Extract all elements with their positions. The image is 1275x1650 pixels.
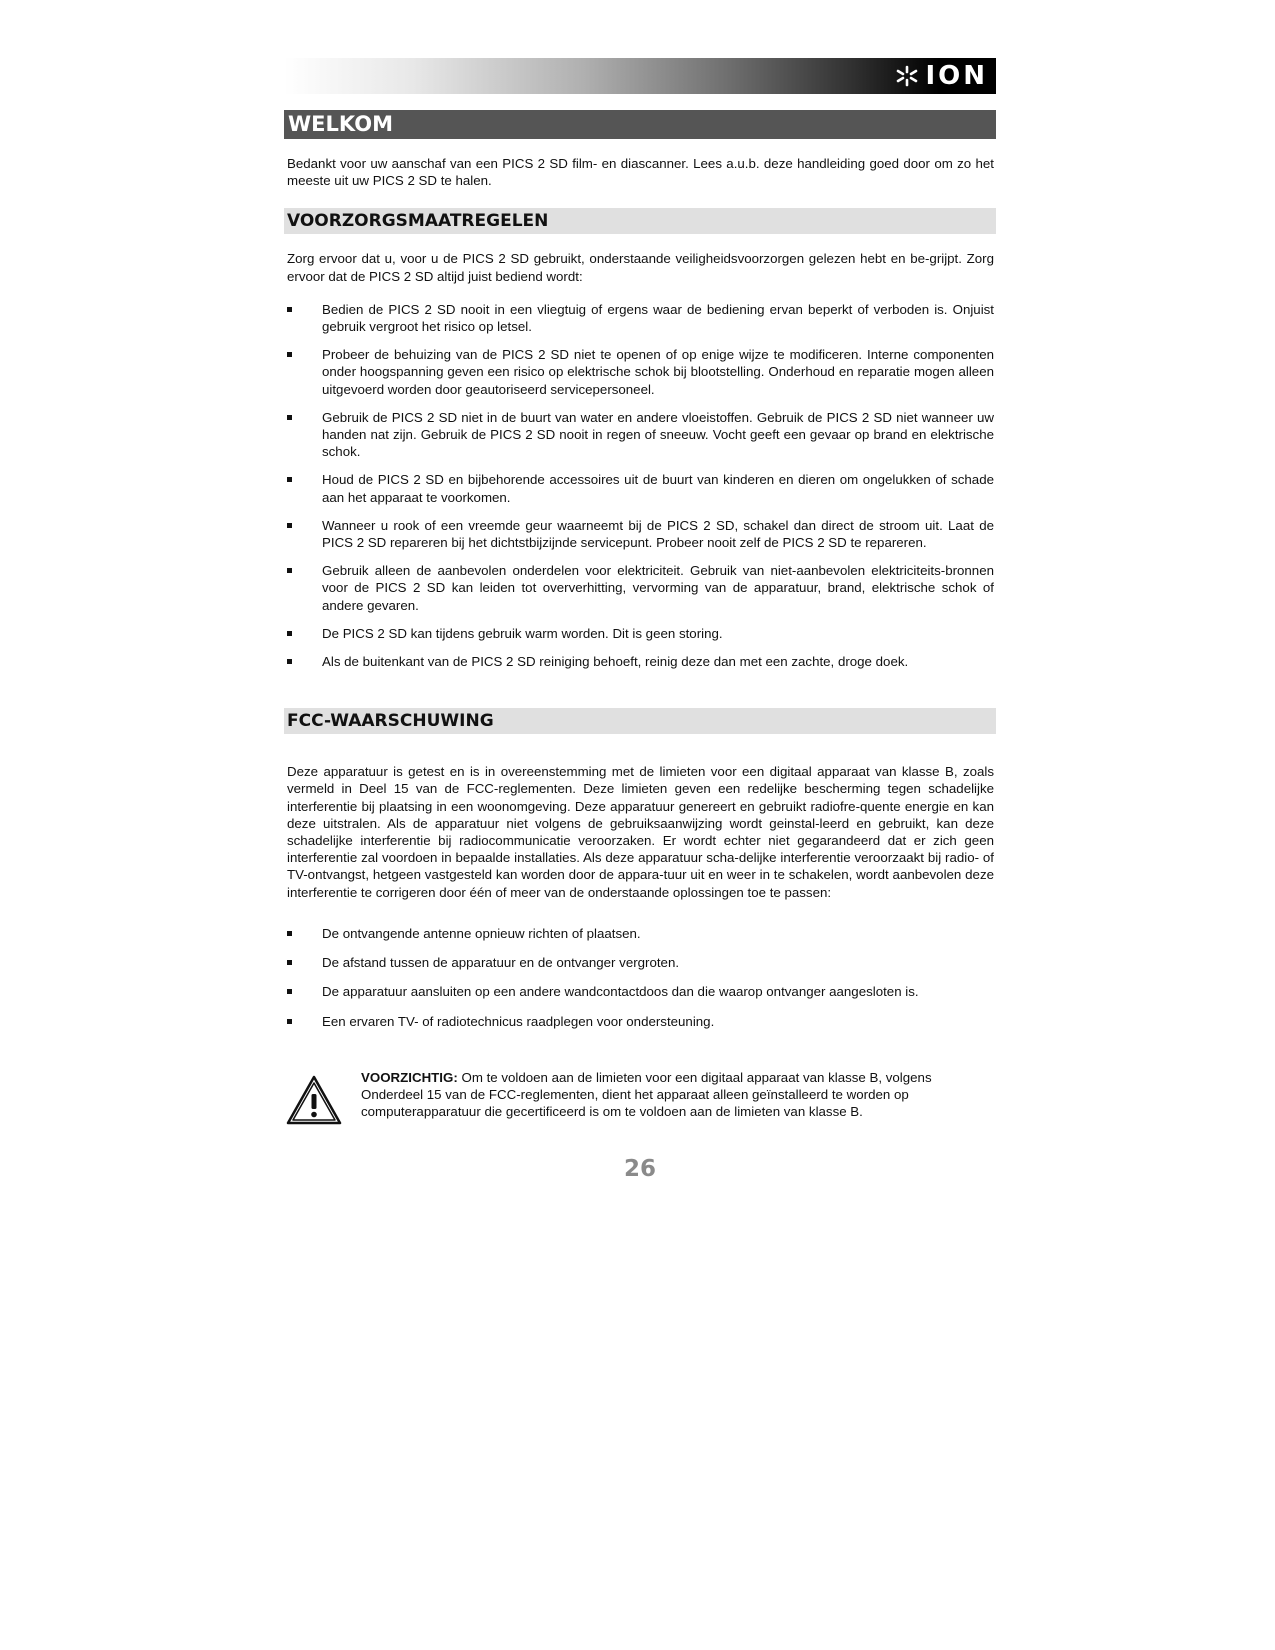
bullet-icon: [287, 960, 292, 965]
bullet-icon: [287, 931, 292, 936]
list-item-text: Gebruik alleen de aanbevolen onderdelen voor elektriciteit. Gebruik van niet-aanbevolen elektriciteits-bronnen voor de PICS 2 SD kan leiden tot oververhitting, vervorming van de apparatuur, brand, elektrische schok of andere gevaren.: [322, 563, 994, 613]
precautions-list: [284, 301, 996, 670]
list-item: [284, 301, 996, 335]
fcc-list: [284, 925, 996, 1030]
bullet-icon: [287, 659, 292, 664]
bullet-icon: [287, 1019, 292, 1024]
list-item-text: Als de buitenkant van de PICS 2 SD reiniging behoeft, reinig deze dan met een zachte, droge doek.: [322, 654, 909, 670]
list-item-text: Houd de PICS 2 SD en bijbehorende accessoires uit de buurt van kinderen en dieren om ongelukken of schade aan het apparaat te voorkomen.: [322, 472, 994, 505]
bullet-icon: [287, 989, 292, 994]
welcome-text: Bedankt voor uw aanschaf van een PICS 2 SD film- en diascanner. Lees a.u.b. deze handleiding goed door om zo het meeste uit uw PICS 2 SD te halen.: [287, 156, 994, 189]
fcc-heading: FCC-WAARSCHUWING: [284, 708, 996, 734]
list-item-text: De apparatuur aansluiten op een andere wandcontactdoos dan die waarop ontvanger aangesloten is.: [322, 984, 919, 1000]
manual-page: [284, 58, 996, 1182]
list-item: [284, 471, 996, 505]
header-gradient-bar: [284, 58, 996, 94]
list-item-text: Probeer de behuizing van de PICS 2 SD niet te openen of op enige wijze te modificeren. Interne componenten onder hoogspanning geven een risico op elektrische schok bij blootstelling. Onderhoud en reparatie mogen alleen uitgevoerd worden door geautoriseerd servicepersoneel.: [322, 347, 994, 397]
caution-label: VOORZICHTIG:: [361, 1069, 458, 1085]
brand-name: ION: [925, 61, 988, 91]
bullet-icon: [287, 523, 292, 528]
list-item-text: De afstand tussen de apparatuur en de ontvanger vergroten.: [322, 955, 680, 971]
list-item: [284, 562, 996, 614]
list-item: [284, 983, 996, 1000]
list-item: [284, 625, 996, 642]
caution-box: [284, 1069, 996, 1130]
list-item: [284, 1013, 996, 1030]
list-item: [284, 409, 996, 461]
warning-triangle-icon: [286, 1075, 342, 1125]
list-item-text: Wanneer u rook of een vreemde geur waarneemt bij de PICS 2 SD, schakel dan direct de stroom uit. Laat de PICS 2 SD repareren bij het dichtstbijzijnde servicepunt. Probeer nooit zelf de PICS 2 SD te repareren.: [322, 517, 994, 551]
bullet-icon: [287, 352, 292, 357]
precautions-heading: VOORZORGSMAATREGELEN: [284, 208, 996, 234]
bullet-icon: [287, 307, 292, 312]
fcc-text: Deze apparatuur is getest en is in overeenstemming met de limieten voor een digitaal apparaat van klasse B, zoals vermeld in Deel 15 van de FCC-reglementen. Deze limieten geven een redelijke bescherming tegen schadelijke interferentie bij plaatsing in een woonomgeving. Deze apparatuur genereert en gebruikt radiofre-quente energie en kan deze uitstralen. Als de apparatuur niet volgens de gebruiksaanwijzing wordt geinstal-leerd en gebruikt, kan deze schadelijke interferentie bij radiocommunicatie veroorzaken. Er wordt echter niet gegarandeerd dat er zich geen interferentie zal voordoen in bepaalde installaties. Als deze apparatuur scha-delijke interferentie veroorzaakt bij radio- of TV-ontvangst, hetgeen vastgesteld kan worden door de appara-tuur uit en weer in te schakelen, wordt aanbevolen deze interferentie te corrigeren door één of meer van de onderstaande oplossingen toe te passen:: [287, 764, 994, 900]
brand-logo: [895, 60, 988, 92]
bullet-icon: [287, 631, 292, 636]
precautions-intro: Zorg ervoor dat u, voor u de PICS 2 SD gebruikt, onderstaande veiligheidsvoorzorgen gelezen hebt en be-grijpt. Zorg ervoor dat de PICS 2 SD altijd juist bediend wordt:: [287, 251, 994, 284]
bullet-icon: [287, 415, 292, 420]
list-item-text: De PICS 2 SD kan tijdens gebruik warm worden. Dit is geen storing.: [322, 625, 723, 641]
caution-icon-wrap: [284, 1069, 361, 1130]
list-item-text: De ontvangende antenne opnieuw richten of plaatsen.: [322, 925, 641, 941]
list-item: [284, 653, 996, 670]
bullet-icon: [287, 568, 292, 573]
star-burst-icon: [895, 64, 919, 88]
list-item-text: Een ervaren TV- of radiotechnicus raadplegen voor ondersteuning.: [322, 1013, 715, 1029]
list-item: [284, 954, 996, 971]
caution-body: Om te voldoen aan de limieten voor een digitaal apparaat van klasse B, volgens Onderdeel 15 van de FCC-reglementen, dient het apparaat alleen geïnstalleerd te worden op computerapparatuur die gecertificeerd is om te voldoen aan de limieten van klasse B.: [361, 1069, 932, 1120]
page-number: 26: [623, 1155, 656, 1182]
welcome-heading: WELKOM: [284, 110, 996, 139]
caution-text: [361, 1069, 996, 1130]
list-item-text: Bedien de PICS 2 SD nooit in een vliegtuig of ergens waar de bediening ervan beperkt of verboden is. Onjuist gebruik vergroot het risico op letsel.: [322, 301, 994, 335]
bullet-icon: [287, 477, 292, 482]
list-item: [284, 346, 996, 398]
list-item-text: Gebruik de PICS 2 SD niet in de buurt van water en andere vloeistoffen. Gebruik de PICS 2 SD niet wanneer uw handen nat zijn. Gebruik de PICS 2 SD nooit in regen of sneeuw. Vocht geeft een gevaar op brand en elektrische schok.: [322, 409, 994, 460]
list-item: [284, 517, 996, 551]
list-item: [284, 925, 996, 942]
